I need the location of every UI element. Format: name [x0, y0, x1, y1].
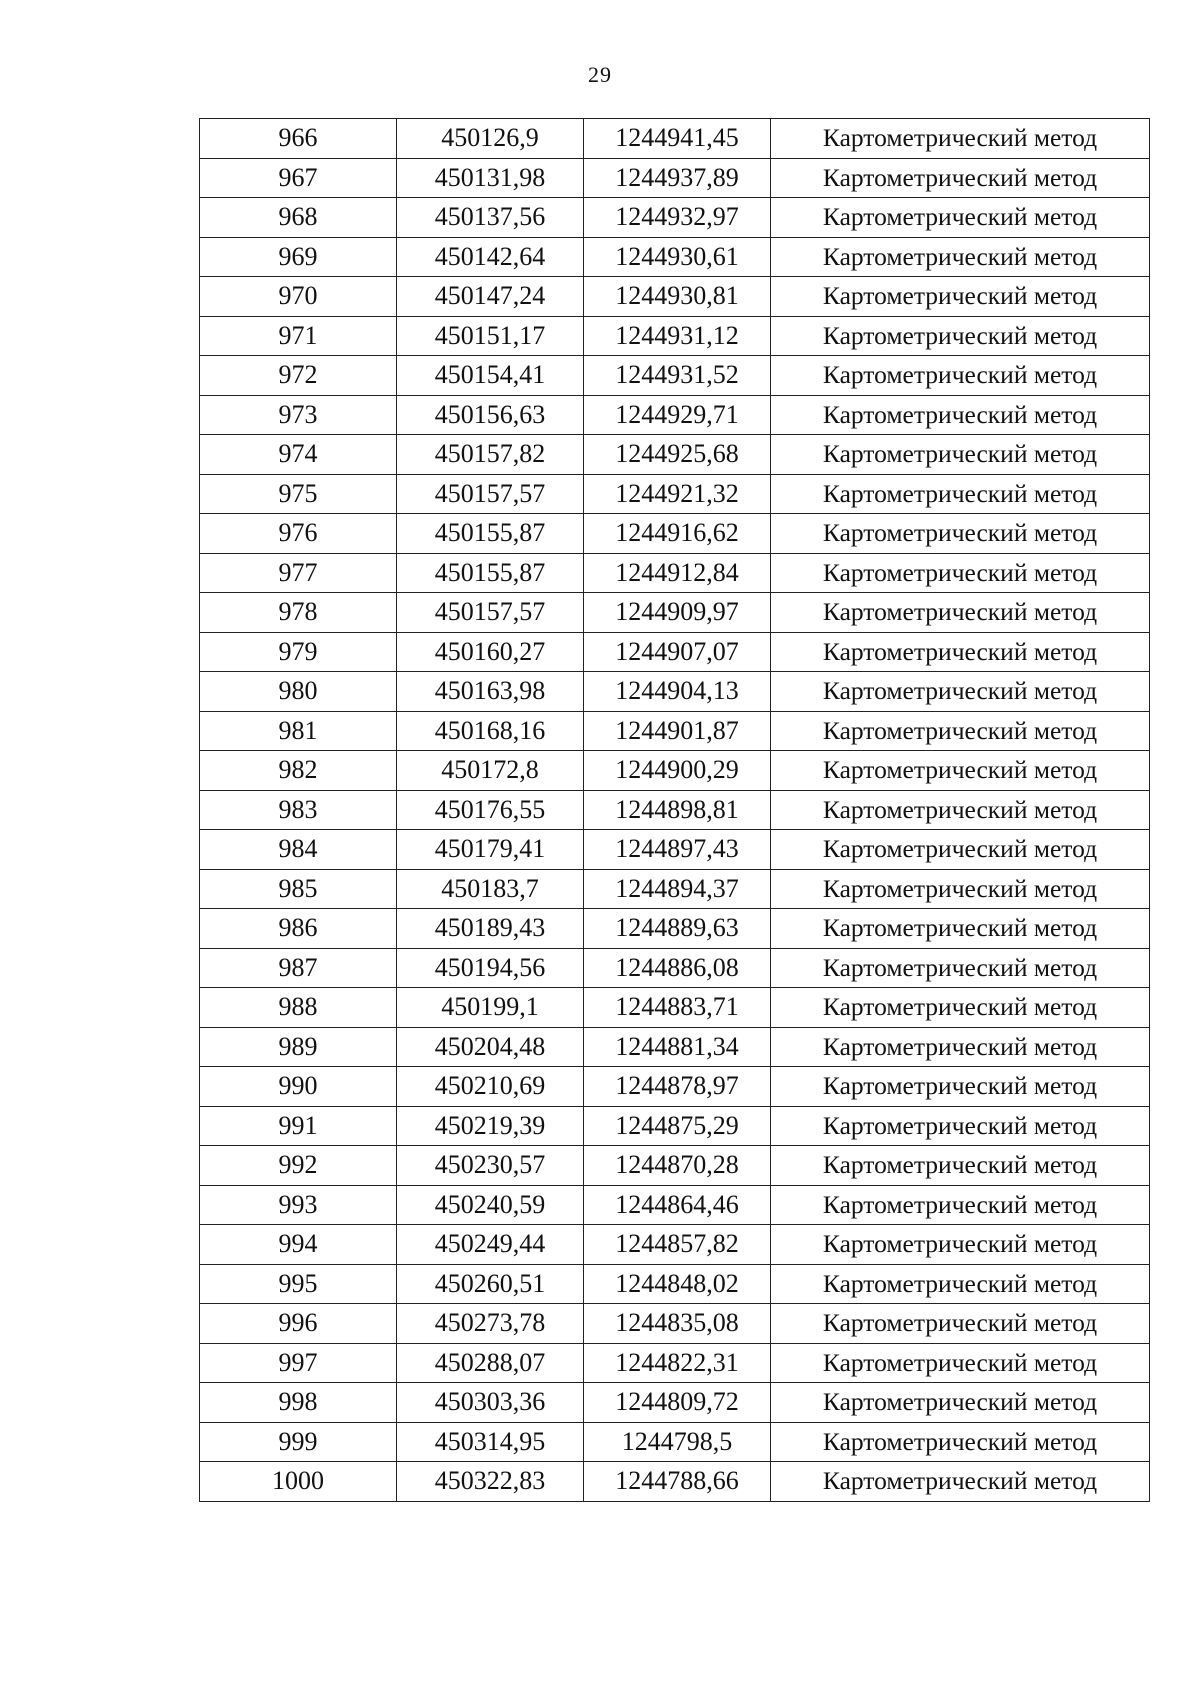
table-row: [200, 1383, 1150, 1423]
x-coordinate-cell: 450137,56: [397, 198, 584, 238]
table-row: [200, 1264, 1150, 1304]
y-coordinate-cell: 1244822,31: [584, 1343, 771, 1383]
point-number-cell: 992: [200, 1146, 397, 1186]
method-cell: Картометрический метод: [771, 395, 1150, 435]
y-coordinate-cell: 1244909,97: [584, 593, 771, 633]
table-row: [200, 751, 1150, 791]
point-number-cell: 979: [200, 632, 397, 672]
method-cell: Картометрический метод: [771, 593, 1150, 633]
table-row: [200, 1106, 1150, 1146]
x-coordinate-cell: 450194,56: [397, 948, 584, 988]
method-cell: Картометрический метод: [771, 277, 1150, 317]
x-coordinate-cell: 450199,1: [397, 988, 584, 1028]
y-coordinate-cell: 1244898,81: [584, 790, 771, 830]
point-number-cell: 978: [200, 593, 397, 633]
y-coordinate-cell: 1244798,5: [584, 1422, 771, 1462]
x-coordinate-cell: 450179,41: [397, 830, 584, 870]
method-cell: Картометрический метод: [771, 711, 1150, 751]
table-row: [200, 237, 1150, 277]
x-coordinate-cell: 450155,87: [397, 553, 584, 593]
x-coordinate-cell: 450183,7: [397, 869, 584, 909]
point-number-cell: 1000: [200, 1462, 397, 1502]
y-coordinate-cell: 1244921,32: [584, 474, 771, 514]
x-coordinate-cell: 450260,51: [397, 1264, 584, 1304]
point-number-cell: 999: [200, 1422, 397, 1462]
x-coordinate-cell: 450147,24: [397, 277, 584, 317]
point-number-cell: 997: [200, 1343, 397, 1383]
point-number-cell: 985: [200, 869, 397, 909]
y-coordinate-cell: 1244941,45: [584, 119, 771, 159]
x-coordinate-cell: 450314,95: [397, 1422, 584, 1462]
x-coordinate-cell: 450151,17: [397, 316, 584, 356]
y-coordinate-cell: 1244932,97: [584, 198, 771, 238]
coordinates-table-body: [200, 119, 1150, 1502]
x-coordinate-cell: 450156,63: [397, 395, 584, 435]
method-cell: Картометрический метод: [771, 1027, 1150, 1067]
y-coordinate-cell: 1244870,28: [584, 1146, 771, 1186]
table-row: [200, 948, 1150, 988]
point-number-cell: 971: [200, 316, 397, 356]
x-coordinate-cell: 450142,64: [397, 237, 584, 277]
y-coordinate-cell: 1244881,34: [584, 1027, 771, 1067]
table-row: [200, 356, 1150, 396]
point-number-cell: 989: [200, 1027, 397, 1067]
table-row: [200, 1225, 1150, 1265]
y-coordinate-cell: 1244931,12: [584, 316, 771, 356]
method-cell: Картометрический метод: [771, 1462, 1150, 1502]
point-number-cell: 994: [200, 1225, 397, 1265]
table-row: [200, 1027, 1150, 1067]
coordinates-table: [199, 118, 1150, 1502]
method-cell: Картометрический метод: [771, 435, 1150, 475]
method-cell: Картометрический метод: [771, 988, 1150, 1028]
y-coordinate-cell: 1244930,61: [584, 237, 771, 277]
table-row: [200, 119, 1150, 159]
method-cell: Картометрический метод: [771, 158, 1150, 198]
point-number-cell: 990: [200, 1067, 397, 1107]
method-cell: Картометрический метод: [771, 1264, 1150, 1304]
y-coordinate-cell: 1244878,97: [584, 1067, 771, 1107]
table-row: [200, 711, 1150, 751]
method-cell: Картометрический метод: [771, 1146, 1150, 1186]
y-coordinate-cell: 1244835,08: [584, 1304, 771, 1344]
point-number-cell: 975: [200, 474, 397, 514]
y-coordinate-cell: 1244788,66: [584, 1462, 771, 1502]
x-coordinate-cell: 450189,43: [397, 909, 584, 949]
method-cell: Картометрический метод: [771, 1422, 1150, 1462]
method-cell: Картометрический метод: [771, 1343, 1150, 1383]
table-row: [200, 988, 1150, 1028]
method-cell: Картометрический метод: [771, 909, 1150, 949]
method-cell: Картометрический метод: [771, 316, 1150, 356]
x-coordinate-cell: 450219,39: [397, 1106, 584, 1146]
y-coordinate-cell: 1244901,87: [584, 711, 771, 751]
method-cell: Картометрический метод: [771, 237, 1150, 277]
y-coordinate-cell: 1244886,08: [584, 948, 771, 988]
y-coordinate-cell: 1244883,71: [584, 988, 771, 1028]
method-cell: Картометрический метод: [771, 790, 1150, 830]
table-row: [200, 395, 1150, 435]
point-number-cell: 968: [200, 198, 397, 238]
table-row: [200, 1067, 1150, 1107]
point-number-cell: 969: [200, 237, 397, 277]
table-row: [200, 474, 1150, 514]
table-row: [200, 1422, 1150, 1462]
x-coordinate-cell: 450157,57: [397, 474, 584, 514]
point-number-cell: 973: [200, 395, 397, 435]
y-coordinate-cell: 1244907,07: [584, 632, 771, 672]
x-coordinate-cell: 450131,98: [397, 158, 584, 198]
table-row: [200, 672, 1150, 712]
y-coordinate-cell: 1244864,46: [584, 1185, 771, 1225]
y-coordinate-cell: 1244809,72: [584, 1383, 771, 1423]
y-coordinate-cell: 1244912,84: [584, 553, 771, 593]
table-row: [200, 514, 1150, 554]
y-coordinate-cell: 1244848,02: [584, 1264, 771, 1304]
point-number-cell: 981: [200, 711, 397, 751]
y-coordinate-cell: 1244897,43: [584, 830, 771, 870]
point-number-cell: 988: [200, 988, 397, 1028]
point-number-cell: 993: [200, 1185, 397, 1225]
method-cell: Картометрический метод: [771, 1383, 1150, 1423]
method-cell: Картометрический метод: [771, 869, 1150, 909]
method-cell: Картометрический метод: [771, 1106, 1150, 1146]
method-cell: Картометрический метод: [771, 751, 1150, 791]
method-cell: Картометрический метод: [771, 119, 1150, 159]
x-coordinate-cell: 450210,69: [397, 1067, 584, 1107]
point-number-cell: 991: [200, 1106, 397, 1146]
y-coordinate-cell: 1244889,63: [584, 909, 771, 949]
point-number-cell: 980: [200, 672, 397, 712]
method-cell: Картометрический метод: [771, 1185, 1150, 1225]
y-coordinate-cell: 1244904,13: [584, 672, 771, 712]
y-coordinate-cell: 1244937,89: [584, 158, 771, 198]
y-coordinate-cell: 1244931,52: [584, 356, 771, 396]
method-cell: Картометрический метод: [771, 830, 1150, 870]
x-coordinate-cell: 450157,82: [397, 435, 584, 475]
point-number-cell: 996: [200, 1304, 397, 1344]
point-number-cell: 983: [200, 790, 397, 830]
point-number-cell: 984: [200, 830, 397, 870]
x-coordinate-cell: 450322,83: [397, 1462, 584, 1502]
x-coordinate-cell: 450168,16: [397, 711, 584, 751]
point-number-cell: 986: [200, 909, 397, 949]
y-coordinate-cell: 1244875,29: [584, 1106, 771, 1146]
point-number-cell: 972: [200, 356, 397, 396]
page-number: 29: [588, 62, 612, 87]
method-cell: Картометрический метод: [771, 356, 1150, 396]
table-row: [200, 1304, 1150, 1344]
table-row: [200, 198, 1150, 238]
x-coordinate-cell: 450273,78: [397, 1304, 584, 1344]
method-cell: Картометрический метод: [771, 474, 1150, 514]
point-number-cell: 974: [200, 435, 397, 475]
table-row: [200, 277, 1150, 317]
method-cell: Картометрический метод: [771, 553, 1150, 593]
table-row: [200, 435, 1150, 475]
table-row: [200, 869, 1150, 909]
x-coordinate-cell: 450303,36: [397, 1383, 584, 1423]
point-number-cell: 976: [200, 514, 397, 554]
y-coordinate-cell: 1244916,62: [584, 514, 771, 554]
x-coordinate-cell: 450249,44: [397, 1225, 584, 1265]
point-number-cell: 966: [200, 119, 397, 159]
table-row: [200, 316, 1150, 356]
method-cell: Картометрический метод: [771, 672, 1150, 712]
x-coordinate-cell: 450160,27: [397, 632, 584, 672]
x-coordinate-cell: 450288,07: [397, 1343, 584, 1383]
table-row: [200, 1185, 1150, 1225]
point-number-cell: 987: [200, 948, 397, 988]
method-cell: Картометрический метод: [771, 632, 1150, 672]
point-number-cell: 995: [200, 1264, 397, 1304]
table-row: [200, 632, 1150, 672]
x-coordinate-cell: 450172,8: [397, 751, 584, 791]
point-number-cell: 967: [200, 158, 397, 198]
x-coordinate-cell: 450154,41: [397, 356, 584, 396]
table-row: [200, 1146, 1150, 1186]
point-number-cell: 970: [200, 277, 397, 317]
method-cell: Картометрический метод: [771, 514, 1150, 554]
x-coordinate-cell: 450176,55: [397, 790, 584, 830]
y-coordinate-cell: 1244900,29: [584, 751, 771, 791]
point-number-cell: 982: [200, 751, 397, 791]
x-coordinate-cell: 450157,57: [397, 593, 584, 633]
y-coordinate-cell: 1244930,81: [584, 277, 771, 317]
table-row: [200, 830, 1150, 870]
x-coordinate-cell: 450163,98: [397, 672, 584, 712]
table-row: [200, 790, 1150, 830]
point-number-cell: 977: [200, 553, 397, 593]
x-coordinate-cell: 450126,9: [397, 119, 584, 159]
x-coordinate-cell: 450155,87: [397, 514, 584, 554]
y-coordinate-cell: 1244929,71: [584, 395, 771, 435]
y-coordinate-cell: 1244857,82: [584, 1225, 771, 1265]
x-coordinate-cell: 450240,59: [397, 1185, 584, 1225]
x-coordinate-cell: 450230,57: [397, 1146, 584, 1186]
method-cell: Картометрический метод: [771, 1304, 1150, 1344]
table-row: [200, 1343, 1150, 1383]
method-cell: Картометрический метод: [771, 1067, 1150, 1107]
point-number-cell: 998: [200, 1383, 397, 1423]
table-row: [200, 158, 1150, 198]
y-coordinate-cell: 1244894,37: [584, 869, 771, 909]
x-coordinate-cell: 450204,48: [397, 1027, 584, 1067]
method-cell: Картометрический метод: [771, 948, 1150, 988]
table-row: [200, 593, 1150, 633]
table-row: [200, 1462, 1150, 1502]
table-row: [200, 553, 1150, 593]
table-row: [200, 909, 1150, 949]
y-coordinate-cell: 1244925,68: [584, 435, 771, 475]
method-cell: Картометрический метод: [771, 1225, 1150, 1265]
method-cell: Картометрический метод: [771, 198, 1150, 238]
